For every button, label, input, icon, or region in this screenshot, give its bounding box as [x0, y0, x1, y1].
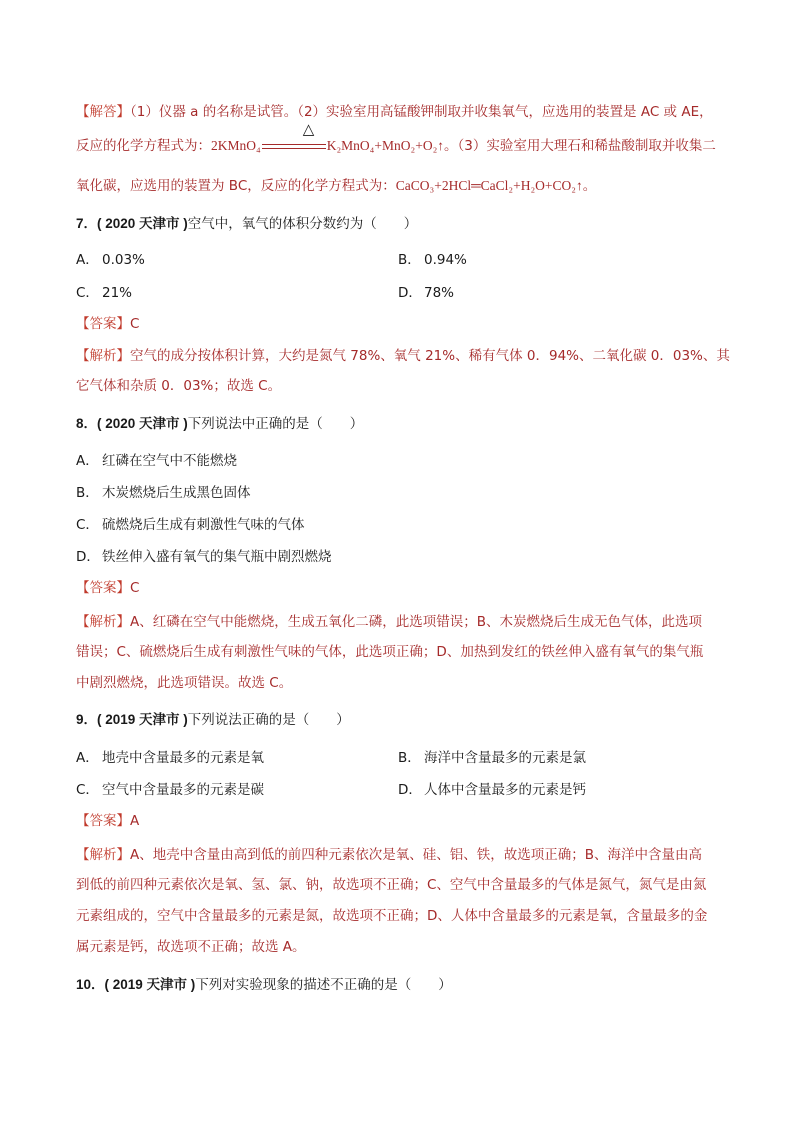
question-source: ( 2019 天津市 ) — [97, 712, 188, 727]
equation-co2: CaCO₃+2HCl═CaCl₂+H₂O+CO₂↑ — [395, 178, 583, 193]
question-source: ( 2020 天津市 ) — [97, 216, 188, 231]
q9-analysis-line-1 — [76, 845, 702, 865]
option-text: 21% — [102, 285, 133, 301]
option-text: 0.03% — [102, 252, 145, 268]
q9-analysis-line-2 — [76, 875, 706, 895]
q7-analysis-line-2 — [76, 376, 281, 396]
answer-tag: 【答案】 — [76, 580, 130, 596]
analysis-tag: 【解析】 — [76, 348, 130, 364]
solution-tag: 【解答】 — [76, 104, 130, 120]
q8-analysis-line-1 — [76, 612, 702, 632]
answer-value: A — [130, 813, 140, 829]
question-number: 7． — [76, 216, 98, 231]
q7-answer — [76, 314, 139, 334]
q8-analysis-line-3 — [76, 673, 292, 693]
option-letter: C． — [76, 285, 99, 301]
solution-text-1: （1）仪器 a 的名称是试管。（2）实验室用高锰酸钾制取并收集氧气，应选用的装置是 AC 或 AE， — [130, 104, 713, 120]
equation-double-bar — [262, 144, 326, 149]
q9-option-d[interactable] — [398, 780, 586, 800]
option-letter: B． — [76, 485, 99, 501]
question-text: 下列对实验现象的描述不正确的是（ ） — [195, 977, 452, 993]
analysis-text: 错误；C、硫燃烧后生成有刺激性气味的气体，此选项正确；D、加热到发红的铁丝伸入盛有氧气的集气瓶 — [76, 644, 704, 660]
option-text: 地壳中含量最多的元素是氧 — [102, 750, 264, 766]
option-letter: B． — [398, 750, 421, 766]
analysis-text: A、红磷在空气中能燃烧，生成五氧化二磷，此选项错误；B、木炭燃烧后生成无色气体，此选项 — [130, 614, 702, 630]
question-7-stem — [76, 214, 417, 234]
option-letter: D． — [398, 782, 422, 798]
equation-arrow — [261, 120, 327, 156]
question-10-stem — [76, 975, 452, 995]
solution-line-2 — [76, 120, 716, 156]
question-number: 9． — [76, 712, 98, 727]
option-text: 硫燃烧后生成有刺激性气味的气体 — [102, 517, 305, 533]
option-letter: A． — [76, 252, 99, 268]
option-text: 红磷在空气中不能燃烧 — [102, 453, 237, 469]
option-letter: A． — [76, 750, 99, 766]
q8-answer — [76, 578, 139, 598]
q9-analysis-line-3 — [76, 906, 707, 926]
option-text: 0.94% — [424, 252, 467, 268]
equation-reactant: 2KMnO₄ — [211, 138, 261, 153]
equation-products: K₂MnO₄+MnO₂+O₂↑ — [326, 138, 445, 153]
option-text: 空气中含量最多的元素是碳 — [102, 782, 264, 798]
option-text: 海洋中含量最多的元素是氯 — [424, 750, 586, 766]
q7-analysis-line-1 — [76, 346, 730, 366]
question-text: 下列说法正确的是（ ） — [187, 712, 350, 728]
question-number: 10． — [76, 977, 105, 992]
option-text: 铁丝伸入盛有氧气的集气瓶中剧烈燃烧 — [102, 549, 332, 565]
option-letter: D． — [398, 285, 422, 301]
question-text: 下列说法中正确的是（ ） — [187, 416, 364, 432]
q8-analysis-line-2 — [76, 642, 703, 662]
solution-text-2-prefix: 反应的化学方程式为： — [76, 138, 211, 154]
option-letter: B． — [398, 252, 421, 268]
q7-option-d[interactable] — [398, 283, 454, 303]
answer-tag: 【答案】 — [76, 316, 130, 332]
question-number: 8． — [76, 416, 98, 431]
q8-option-d[interactable] — [76, 547, 332, 567]
q8-option-b[interactable] — [76, 483, 251, 503]
analysis-text: 中剧烈燃烧，此选项错误。故选 C。 — [76, 675, 293, 691]
question-9-stem — [76, 710, 350, 730]
q7-option-a[interactable] — [76, 250, 145, 270]
question-text: 空气中，氧气的体积分数约为（ ） — [187, 216, 418, 232]
q8-option-a[interactable] — [76, 451, 237, 471]
option-text: 人体中含量最多的元素是钙 — [424, 782, 586, 798]
q9-analysis-line-4 — [76, 937, 306, 957]
q9-option-c[interactable] — [76, 780, 264, 800]
analysis-text: 到低的前四种元素依次是氧、氢、氯、钠，故选项不正确；C、空气中含量最多的气体是氮气，氮气是由氮 — [76, 877, 707, 893]
analysis-text: 它气体和杂质 0．03%；故选 C。 — [76, 378, 282, 394]
solution-text-2-suffix: 。（3）实验室用大理石和稀盐酸制取并收集二 — [444, 138, 716, 154]
answer-value: C — [130, 316, 140, 332]
solution-line-3 — [76, 176, 596, 196]
question-8-stem — [76, 414, 363, 434]
answer-value: C — [130, 580, 140, 596]
answer-tag: 【答案】 — [76, 813, 130, 829]
analysis-text: A、地壳中含量由高到低的前四种元素依次是氧、硅、铝、铁，故选项正确；B、海洋中含量由高 — [130, 847, 702, 863]
q7-option-b[interactable] — [398, 250, 467, 270]
q8-option-c[interactable] — [76, 515, 305, 535]
option-letter: C． — [76, 782, 99, 798]
question-source: ( 2020 天津市 ) — [97, 416, 188, 431]
option-letter: D． — [76, 549, 100, 565]
option-text: 木炭燃烧后生成黑色固体 — [102, 485, 251, 501]
analysis-tag: 【解析】 — [76, 614, 130, 630]
option-letter: A． — [76, 453, 99, 469]
question-source: ( 2019 天津市 ) — [104, 977, 196, 992]
option-text: 78% — [424, 285, 455, 301]
heat-condition-symbol: △ — [302, 120, 315, 138]
analysis-text: 属元素是钙，故选项不正确；故选 A。 — [76, 939, 306, 955]
analysis-text: 元素组成的，空气中含量最多的元素是氮，故选项不正确；D、人体中含量最多的元素是氧，含量最多的金 — [76, 908, 708, 924]
solution-line-1 — [76, 102, 713, 122]
q9-option-b[interactable] — [398, 748, 586, 768]
analysis-tag: 【解析】 — [76, 847, 130, 863]
solution-text-3-suffix: 。 — [582, 178, 597, 194]
q7-option-c[interactable] — [76, 283, 132, 303]
analysis-text: 空气的成分按体积计算，大约是氮气 78%、氧气 21%、稀有气体 0．94%、二氧化碳 0．03%、其 — [130, 348, 730, 364]
q9-option-a[interactable] — [76, 748, 264, 768]
q9-answer — [76, 811, 139, 831]
solution-text-3-prefix: 氧化碳，应选用的装置为 BC，反应的化学方程式为： — [76, 178, 396, 194]
option-letter: C． — [76, 517, 99, 533]
